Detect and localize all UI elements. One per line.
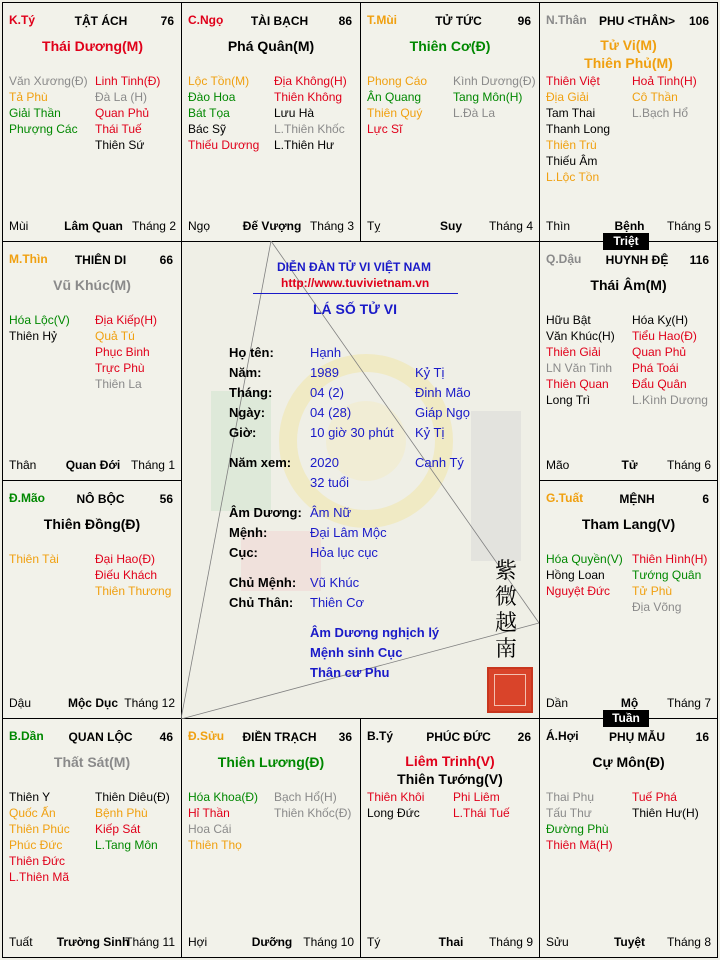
foot-branch: Mão <box>546 458 570 472</box>
star-item: Thiên Thương <box>95 584 172 598</box>
star-item: Văn Xương(Đ) <box>9 74 88 88</box>
main-star: Thiên Tướng(V) <box>397 771 503 787</box>
minor-stars-right <box>274 789 351 821</box>
minor-stars-right <box>95 312 157 392</box>
star-item: Hoả Tinh(H) <box>632 74 697 88</box>
view-canchi: Canh Tý <box>415 455 464 470</box>
info-label: Cục: <box>229 545 258 560</box>
star-item: Thiên Diêu(Đ) <box>95 790 170 804</box>
minor-stars-left <box>9 551 59 567</box>
palace-branch: T.Mùi <box>367 13 397 27</box>
star-item: Thiên La <box>95 377 142 391</box>
foot-branch: Tuất <box>9 935 33 949</box>
minor-stars-right <box>274 73 347 153</box>
foot-stage: Trường Sinh <box>56 935 130 949</box>
star-item: Thiên Trù <box>546 138 597 152</box>
minor-stars-left <box>188 789 258 853</box>
main-star: Cự Môn(Đ) <box>592 754 665 770</box>
palace-number: 86 <box>338 14 352 28</box>
star-item: Long Trì <box>546 393 591 407</box>
foot-stage: Tử <box>621 458 638 472</box>
star-item: Tả Phù <box>9 90 48 104</box>
star-item: Phúc Đức <box>9 838 63 852</box>
palace-branch: N.Thân <box>546 13 587 27</box>
star-item: Lưu Hà <box>274 106 315 120</box>
info-canchi: Đinh Mão <box>415 385 471 400</box>
star-item: Bát Tọa <box>188 106 230 120</box>
star-item: Tướng Quân <box>632 568 702 582</box>
minor-stars-left <box>188 73 259 153</box>
info-value: Hạnh <box>310 345 342 360</box>
star-item: Linh Tinh(Đ) <box>95 74 161 88</box>
star-item: Tử Phù <box>632 584 673 598</box>
star-item: Đẩu Quân <box>632 377 687 391</box>
star-item: Long Đức <box>367 806 420 820</box>
foot-month: Tháng 6 <box>666 458 711 472</box>
palace-name: PHU <THÂN> <box>598 14 675 28</box>
tuan-badge: Tuần <box>603 710 649 727</box>
star-item: Hồng Loan <box>546 568 605 582</box>
star-item: L.Kình Dương <box>632 393 708 407</box>
foot-month: Tháng 3 <box>309 219 354 233</box>
star-item: Quan Phủ <box>95 106 150 120</box>
palace-name: TỬ TỨC <box>435 14 482 28</box>
star-item: Phục Binh <box>95 345 150 359</box>
foot-branch: Dần <box>546 696 569 710</box>
calligraphy-char: 越 <box>495 611 518 636</box>
palace-no-boc[interactable] <box>2 480 182 719</box>
star-item: Phượng Các <box>9 122 78 136</box>
star-item: Địa Kiếp(H) <box>95 313 158 327</box>
palace-branch: M.Thìn <box>9 252 48 266</box>
star-item: Ân Quang <box>367 90 422 104</box>
info-value: Âm Nữ <box>310 505 352 520</box>
main-star: Vũ Khúc(M) <box>53 277 131 293</box>
minor-stars-right <box>95 73 160 153</box>
foot-stage: Tuyệt <box>613 935 646 949</box>
palace-number: 16 <box>695 730 709 744</box>
star-item: Thiếu Âm <box>546 154 598 168</box>
info-value: 04 (28) <box>310 405 352 420</box>
foot-branch: Hợi <box>188 935 208 949</box>
main-star: Thiên Phủ(M) <box>584 55 673 71</box>
minor-stars-right <box>453 789 510 821</box>
star-item: Thiên Quý <box>367 106 423 120</box>
main-star: Thất Sát(M) <box>53 754 131 770</box>
palace-branch: B.Tý <box>367 729 394 743</box>
star-item: Tấu Thư <box>546 806 592 820</box>
note-line: Mệnh sinh Cục <box>310 645 403 660</box>
star-item: Thanh Long <box>546 122 611 136</box>
foot-stage: Lâm Quan <box>64 219 123 233</box>
foot-branch: Tý <box>367 935 381 949</box>
info-value: Thiên Cơ <box>310 595 365 610</box>
minor-stars-right <box>95 789 170 853</box>
star-item: Thiên Việt <box>546 74 600 88</box>
star-item: Văn Khúc(H) <box>546 329 615 343</box>
star-item: Thiên Hỷ <box>9 329 58 343</box>
palace-name: HUYNH ĐỆ <box>605 253 669 267</box>
main-star: Tử Vi(M) <box>600 37 657 53</box>
palace-name: TÀI BẠCH <box>250 14 309 28</box>
star-item: Thiếu Dương <box>188 138 260 152</box>
palace-name: MỆNH <box>619 492 655 506</box>
info-canchi: Kỷ Tị <box>415 365 445 380</box>
star-item: Hóa Lộc(V) <box>9 313 70 327</box>
star-item: Thiên Giải <box>546 345 601 359</box>
minor-stars-left <box>367 73 427 137</box>
palace-number: 26 <box>517 730 531 744</box>
palace-number: 46 <box>159 730 173 744</box>
star-item: Thiên Tài <box>9 552 59 566</box>
palace-name: PHỤ MẪU <box>609 730 665 744</box>
info-label: Chủ Mệnh: <box>229 575 297 590</box>
star-item: Đà La (H) <box>95 90 148 104</box>
minor-stars-left <box>9 73 88 137</box>
star-item: Trực Phù <box>95 361 145 375</box>
palace-branch: Q.Dậu <box>546 252 582 266</box>
view-year: 2020 <box>310 455 339 470</box>
info-label: Giờ: <box>229 425 257 440</box>
star-item: Hoa Cái <box>188 822 232 836</box>
star-item: Thiên Thọ <box>188 838 242 852</box>
star-item: L.Thái Tuế <box>453 806 510 820</box>
palace-phu-than[interactable] <box>539 2 718 242</box>
star-item: Thiên Phúc <box>9 822 70 836</box>
palace-branch: Á.Hợi <box>546 729 579 743</box>
star-item: Cô Thần <box>632 90 678 104</box>
info-label: Họ tên: <box>229 345 274 360</box>
palace-number: 76 <box>160 14 174 28</box>
star-item: Lộc Tồn(M) <box>188 74 250 88</box>
star-item: L.Thiên Mã <box>9 870 70 884</box>
foot-branch: Mùi <box>9 219 29 233</box>
palace-branch: K.Tý <box>9 13 36 27</box>
info-value: 1989 <box>310 365 339 380</box>
star-item: Thiên Sứ <box>95 138 145 152</box>
star-item: L.Lộc Tồn <box>546 170 600 184</box>
info-label: Ngày: <box>229 405 266 420</box>
star-item: L.Bạch Hổ <box>632 106 689 120</box>
palace-number: 116 <box>689 253 709 267</box>
palace-tat-ach[interactable] <box>2 2 183 242</box>
star-item: Phi Liêm <box>453 790 500 804</box>
main-star: Phá Quân(M) <box>227 38 315 54</box>
star-item: Giải Thần <box>9 106 61 120</box>
foot-month: Tháng 1 <box>130 458 175 472</box>
palace-tai-bach[interactable] <box>181 2 361 242</box>
minor-stars-right <box>632 789 699 821</box>
foot-stage: Đế Vượng <box>242 219 302 233</box>
main-star: Tham Lang(V) <box>581 516 676 532</box>
info-label: Chủ Thân: <box>229 595 294 610</box>
title-rule <box>253 293 458 294</box>
star-item: Địa Võng <box>632 600 682 614</box>
main-star: Thiên Đồng(Đ) <box>43 516 141 532</box>
star-item: L.Tang Môn <box>95 838 158 852</box>
calligraphy-char: 南 <box>495 637 518 662</box>
info-label: Mệnh: <box>229 525 268 540</box>
minor-stars-right <box>95 551 171 599</box>
star-item: Quả Tú <box>95 329 135 343</box>
info-canchi: Giáp Ngọ <box>415 405 470 420</box>
palace-name: THIÊN DI <box>74 253 127 267</box>
star-item: Hóa Kỵ(H) <box>632 313 689 327</box>
star-item: L.Thiên Hư <box>274 138 335 152</box>
star-item: Thiên Y <box>9 790 51 804</box>
info-value: Đại Lâm Mộc <box>310 525 387 540</box>
star-item: Thiên Quan <box>546 377 609 391</box>
palace-name: PHÚC ĐỨC <box>426 730 491 744</box>
minor-stars-left <box>9 312 70 344</box>
main-star: Liêm Trinh(V) <box>405 753 495 769</box>
palace-branch: B.Dần <box>9 729 44 743</box>
palace-name: NÔ BỘC <box>76 492 125 506</box>
info-label: Tháng: <box>229 385 273 400</box>
foot-month: Tháng 7 <box>666 696 711 710</box>
foot-stage: Mộ <box>620 696 639 710</box>
foot-branch: Tỵ <box>367 219 381 233</box>
palace-menh[interactable] <box>539 480 718 719</box>
star-item: Kình Dương(Đ) <box>453 74 536 88</box>
star-item: Hữu Bật <box>546 313 591 327</box>
age: 32 tuổi <box>310 475 350 490</box>
palace-name: TẬT ÁCH <box>74 14 128 28</box>
palace-number: 36 <box>338 730 352 744</box>
palace-quan-loc[interactable] <box>2 718 182 958</box>
star-item: LN Văn Tinh <box>546 361 613 375</box>
foot-stage: Quan Đới <box>65 458 121 472</box>
info-label: Năm: <box>229 365 262 380</box>
star-item: Bệnh Phù <box>95 806 148 820</box>
star-item: Thiên Hư(H) <box>632 806 699 820</box>
minor-stars-left <box>546 73 610 185</box>
foot-stage: Suy <box>439 219 462 233</box>
minor-stars-right <box>632 551 707 615</box>
site-title: DIỄN ĐÀN TỬ VI VIỆT NAM <box>277 260 431 274</box>
foot-stage: Bệnh <box>614 219 645 233</box>
foot-branch: Sửu <box>546 935 569 949</box>
palace-phu-mau[interactable] <box>539 718 718 958</box>
foot-branch: Dậu <box>9 696 32 710</box>
star-item: Địa Không(H) <box>274 74 347 88</box>
star-item: Phong Cáo <box>367 74 428 88</box>
palace-branch: C.Ngọ <box>188 13 224 27</box>
foot-month: Tháng 10 <box>303 935 354 949</box>
foot-month: Tháng 8 <box>666 935 711 949</box>
star-item: Kiếp Sát <box>95 822 141 836</box>
foot-stage: Mộc Dục <box>67 696 118 710</box>
calligraphy-char: 微 <box>495 585 518 610</box>
main-star: Thiên Cơ(Đ) <box>409 38 491 54</box>
star-item: Hóa Quyền(V) <box>546 552 623 566</box>
star-item: Bạch Hổ(H) <box>274 790 337 804</box>
info-value: 10 giờ 30 phút <box>310 425 394 440</box>
foot-month: Tháng 11 <box>125 935 175 949</box>
minor-stars-right <box>453 73 536 121</box>
star-item: Thiên Khốc(Đ) <box>274 806 352 820</box>
palace-dien-trach[interactable] <box>181 718 361 958</box>
triet-badge: Triệt <box>603 233 649 250</box>
minor-stars-left <box>546 312 615 408</box>
foot-month: Tháng 9 <box>488 935 533 949</box>
star-item: Lực Sĩ <box>367 122 403 136</box>
info-canchi: Kỷ Tị <box>415 425 445 440</box>
star-item: Phá Toái <box>632 361 679 375</box>
minor-stars-right <box>632 73 697 121</box>
main-star: Thái Âm(M) <box>590 277 667 293</box>
star-item: Thai Phụ <box>546 790 595 804</box>
foot-month: Tháng 12 <box>124 696 175 710</box>
foot-branch: Thân <box>9 458 37 472</box>
main-star: Thiên Lương(Đ) <box>217 754 325 770</box>
minor-stars-left <box>546 551 623 599</box>
palace-name: QUAN LỘC <box>68 730 133 744</box>
minor-stars-left <box>546 789 613 853</box>
star-item: L.Thiên Khốc <box>274 122 345 136</box>
chart-heading: LÁ SỐ TỬ VI <box>313 301 397 317</box>
red-seal-icon <box>487 667 533 713</box>
star-item: Đại Hao(Đ) <box>95 552 156 566</box>
palace-phuc-duc[interactable] <box>360 718 540 958</box>
info-value: Vũ Khúc <box>310 575 360 590</box>
center-panel <box>181 241 539 719</box>
star-item: Tiểu Hao(Đ) <box>632 329 697 343</box>
info-value: Hỏa lục cục <box>310 545 378 560</box>
star-item: Địa Giải <box>546 90 589 104</box>
star-item: Hỉ Thần <box>188 806 230 820</box>
star-item: Tuế Phá <box>632 790 677 804</box>
palace-number: 66 <box>159 253 173 267</box>
foot-month: Tháng 5 <box>666 219 711 233</box>
palace-number: 106 <box>688 14 709 28</box>
star-item: Thiên Mã(H) <box>546 838 613 852</box>
palace-thien-di[interactable] <box>2 241 182 481</box>
palace-branch: Đ.Sửu <box>188 729 225 743</box>
star-item: Thái Tuế <box>95 122 142 136</box>
view-year-label: Năm xem: <box>229 455 292 470</box>
star-item: Tam Thai <box>546 106 596 120</box>
palace-tu-tuc[interactable] <box>360 2 540 242</box>
foot-branch: Thìn <box>546 219 571 233</box>
star-item: Tang Môn(H) <box>453 90 523 104</box>
star-item: Thiên Không <box>274 90 343 104</box>
palace-branch: G.Tuất <box>546 491 584 505</box>
star-item: Bác Sỹ <box>188 122 227 136</box>
info-label: Âm Dương: <box>229 505 302 520</box>
minor-stars-right <box>632 312 708 408</box>
info-value: 04 (2) <box>310 385 344 400</box>
note-line: Âm Dương nghịch lý <box>310 625 440 640</box>
star-item: Đào Hoa <box>188 90 236 104</box>
star-item: Đường Phù <box>546 822 609 836</box>
palace-huynh-de[interactable] <box>539 241 718 481</box>
note-line: Thân cư Phu <box>310 665 390 680</box>
palace-number: 96 <box>517 14 531 28</box>
palace-number: 6 <box>702 492 709 506</box>
palace-name: ĐIỀN TRẠCH <box>242 730 317 744</box>
calligraphy <box>495 559 517 663</box>
palace-branch: Đ.Mão <box>9 491 45 505</box>
palace-number: 56 <box>159 492 173 506</box>
star-item: Quan Phủ <box>632 345 687 359</box>
star-item: L.Đà La <box>453 106 496 120</box>
foot-branch: Ngọ <box>188 219 211 233</box>
star-item: Quốc Ấn <box>9 806 56 820</box>
calligraphy-char: 紫 <box>495 559 518 584</box>
star-item: Thiên Đức <box>9 854 66 868</box>
star-item: Thiên Hình(H) <box>632 552 708 566</box>
minor-stars-left <box>367 789 424 821</box>
foot-month: Tháng 4 <box>488 219 533 233</box>
star-item: Điếu Khách <box>95 568 158 582</box>
site-url[interactable]: http://www.tuvivietnam.vn <box>281 276 430 290</box>
foot-month: Tháng 2 <box>131 219 176 233</box>
minor-stars-left <box>9 789 70 885</box>
main-star: Thái Dương(M) <box>42 38 143 54</box>
star-item: Nguyệt Đức <box>546 584 611 598</box>
foot-stage: Dưỡng <box>251 935 293 949</box>
star-item: Thiên Khôi <box>367 790 425 804</box>
foot-stage: Thai <box>438 935 464 949</box>
star-item: Hóa Khoa(Đ) <box>188 790 259 804</box>
